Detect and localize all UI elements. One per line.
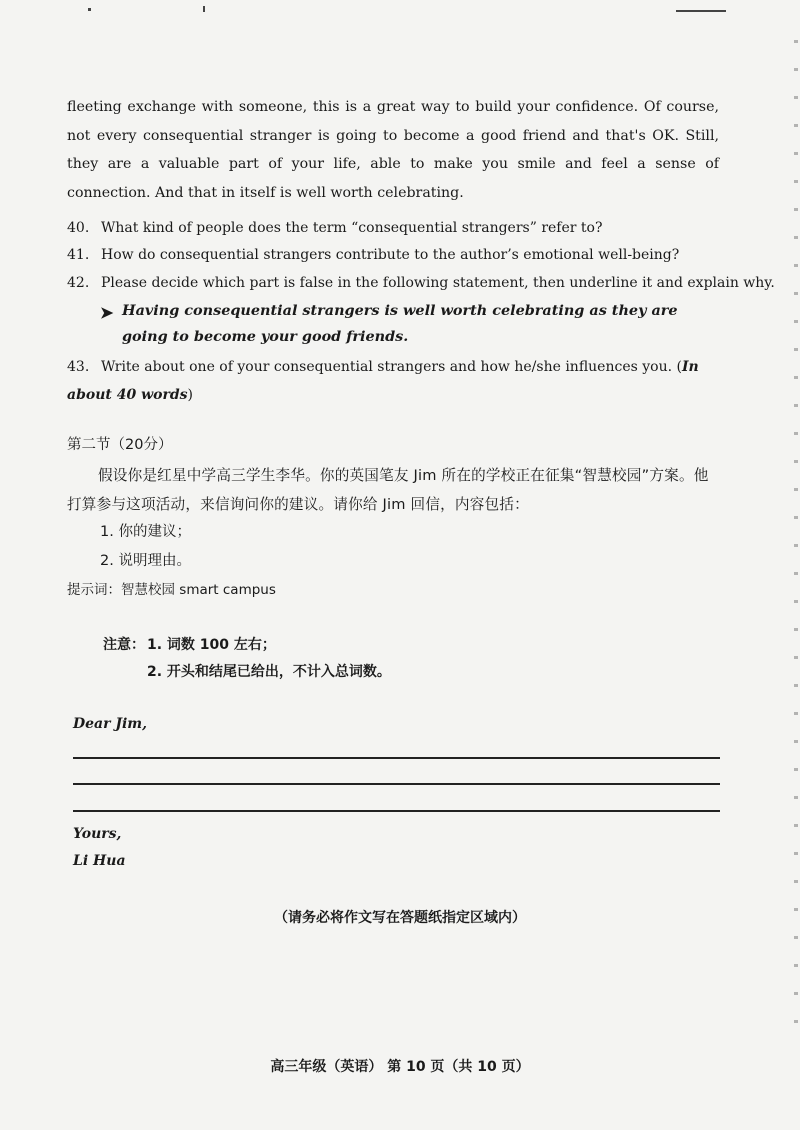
question-text: Write about one of your consequential strangers and how he/she influences you. ( xyxy=(101,359,682,375)
notice-item: 2. 开头和结尾已给出，不计入总词数。 xyxy=(147,664,391,680)
question-text: Please decide which part is false in the following statement, then underline it and explain why. xyxy=(101,275,775,291)
passage-ending: fleeting exchange with someone, this is a great way to build your confidence. Of course, not every consequential stranger is going to become a good friend and that's OK. Still, they are a valuable part of your life, able to make you smile and feel a sense of connection. And that in itself is well worth celebrating. xyxy=(67,99,719,201)
writing-line xyxy=(73,757,720,759)
scan-edge xyxy=(794,40,798,1040)
question-number: 43. xyxy=(67,359,90,375)
letter-signature: Li Hua xyxy=(73,853,126,869)
writing-line xyxy=(73,810,720,812)
answer-sheet-note: （请务必将作文写在答题纸指定区域内） xyxy=(274,910,526,926)
false-statement: Having consequential strangers is well worth celebrating as they are going to become your good friends. xyxy=(122,302,678,345)
writing-prompt: 假设你是红星中学高三学生李华。你的英国笔友 Jim 所在的学校正在征集“智慧校园”方案。他打算参与这项活动，来信询问你的建议。请你给 Jim 回信，内容包括： xyxy=(67,467,709,513)
question-text: What kind of people does the term “consequential strangers” refer to? xyxy=(101,220,603,236)
writing-line xyxy=(73,783,720,785)
hint-words: 提示词：智慧校园 smart campus xyxy=(67,582,276,598)
prompt-item: 1. 你的建议； xyxy=(100,524,191,540)
letter-closing: Yours, xyxy=(73,826,122,842)
scan-artifact xyxy=(203,6,205,12)
page-footer: 高三年级（英语） 第 10 页（共 10 页） xyxy=(270,1059,530,1075)
question-text: How do consequential strangers contribute to the author’s emotional well-being? xyxy=(101,247,680,263)
question-number: 42. xyxy=(67,275,90,291)
notice-label: 注意： xyxy=(103,637,145,653)
notice-item: 1. 词数 100 左右； xyxy=(147,637,276,653)
question-40 xyxy=(67,218,602,238)
arrow-bullet-icon: ➤ xyxy=(100,303,114,322)
question-number: 41. xyxy=(67,247,90,263)
question-text-close: ) xyxy=(187,387,193,403)
question-number: 40. xyxy=(67,220,90,236)
word-limit: In about 40 words xyxy=(67,359,699,403)
section-title: 第二节（20分） xyxy=(67,437,173,453)
prompt-item: 2. 说明理由。 xyxy=(100,553,191,569)
question-42 xyxy=(67,273,775,293)
question-41 xyxy=(67,245,679,265)
question-43 xyxy=(67,353,719,409)
letter-greeting: Dear Jim, xyxy=(73,716,147,732)
scan-artifact xyxy=(676,10,726,12)
scan-artifact xyxy=(88,8,91,11)
